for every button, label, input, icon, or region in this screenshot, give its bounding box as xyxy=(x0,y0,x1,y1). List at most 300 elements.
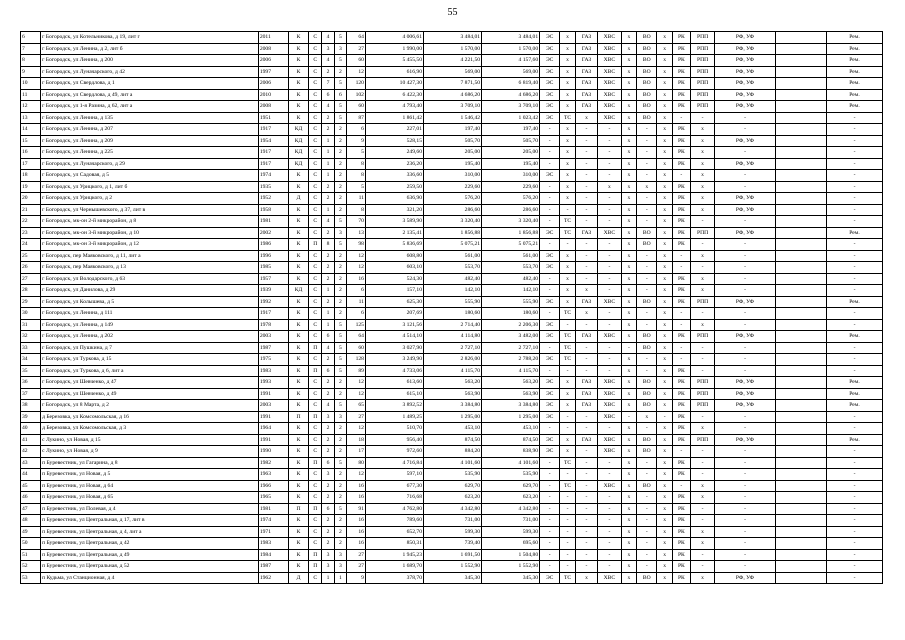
table-cell: п Буревестник, ул Центральная, д 17, лит в xyxy=(41,515,259,527)
table-cell: - xyxy=(598,239,621,251)
table-cell: РК xyxy=(672,434,690,446)
table-cell: г Богородск, ул Пушкина, д 7 xyxy=(41,342,259,354)
table-cell: - xyxy=(690,411,715,423)
table-cell: х xyxy=(657,112,673,124)
table-cell: 227,01 xyxy=(365,124,423,136)
table-cell: 4 xyxy=(322,342,334,354)
table-cell: х xyxy=(657,388,673,400)
table-cell: 14 xyxy=(21,124,41,136)
table-cell: 1971 xyxy=(258,526,288,538)
table-cell: 45 xyxy=(21,480,41,492)
table-cell: С xyxy=(309,515,322,527)
table-cell: 60 xyxy=(347,101,366,113)
table-cell: РПП xyxy=(690,388,715,400)
table-cell: 60 xyxy=(347,342,366,354)
table-cell: - xyxy=(637,285,657,297)
table-cell: РК xyxy=(672,147,690,159)
table-cell: 599,30 xyxy=(424,526,482,538)
table-cell: 197,40 xyxy=(482,124,540,136)
table-cell: - xyxy=(540,492,560,504)
table-cell: С xyxy=(309,480,322,492)
table-cell: 24 xyxy=(21,239,41,251)
table-cell: г Богородск, ул Шевченко, д 47 xyxy=(41,377,259,389)
table-cell xyxy=(775,549,826,561)
table-cell: 2 xyxy=(322,181,334,193)
table-row xyxy=(21,572,883,584)
table-cell: 4 115,70 xyxy=(424,365,482,377)
table-cell: 91 xyxy=(347,503,366,515)
table-cell: ЭС xyxy=(540,101,560,113)
table-cell: х xyxy=(657,331,673,343)
table-cell: 142,10 xyxy=(482,285,540,297)
table-cell: РФ, УФ xyxy=(715,204,775,216)
table-cell: 12 xyxy=(347,262,366,274)
table-cell: 2 xyxy=(322,296,334,308)
table-cell: ТС xyxy=(560,112,576,124)
table-cell: К xyxy=(288,354,308,366)
table-row xyxy=(21,365,883,377)
table-cell: - xyxy=(715,319,775,331)
table-cell: х xyxy=(657,319,673,331)
table-row xyxy=(21,66,883,78)
table-cell xyxy=(775,377,826,389)
table-row xyxy=(21,227,883,239)
table-cell: х xyxy=(621,193,637,205)
table-cell: П xyxy=(309,239,322,251)
table-cell: - xyxy=(575,561,597,573)
table-cell: С xyxy=(309,296,322,308)
table-cell: 1984 xyxy=(258,549,288,561)
table-cell: 1917 xyxy=(258,124,288,136)
table-cell: - xyxy=(690,239,715,251)
table-cell: - xyxy=(575,480,597,492)
table-cell: С xyxy=(309,181,322,193)
table-cell: 34 xyxy=(21,354,41,366)
table-cell: 482,40 xyxy=(424,273,482,285)
table-row xyxy=(21,331,883,343)
table-cell: 33 xyxy=(21,342,41,354)
table-cell: РК xyxy=(672,285,690,297)
table-cell: 52 xyxy=(21,561,41,573)
table-cell: 1975 xyxy=(258,354,288,366)
table-cell: К xyxy=(288,273,308,285)
table-cell: ВО xyxy=(637,112,657,124)
table-cell: 623,20 xyxy=(424,492,482,504)
table-cell: 8 xyxy=(347,170,366,182)
table-cell: С xyxy=(309,204,322,216)
table-cell: 31 xyxy=(21,319,41,331)
table-cell: 16 xyxy=(21,147,41,159)
table-cell: С xyxy=(309,423,322,435)
table-cell: С xyxy=(309,32,322,44)
table-cell: 2006 xyxy=(258,78,288,90)
table-cell: КД xyxy=(288,135,308,147)
table-cell: РК xyxy=(672,492,690,504)
table-cell: ГАЗ xyxy=(575,32,597,44)
table-cell: - xyxy=(575,515,597,527)
table-cell: ТС xyxy=(560,331,576,343)
table-cell: - xyxy=(672,262,690,274)
table-cell: - xyxy=(598,342,621,354)
table-cell: К xyxy=(288,457,308,469)
table-cell: - xyxy=(637,549,657,561)
table-cell: 695,60 xyxy=(482,538,540,550)
table-cell: п Буревестник, ул Новая, д 5 xyxy=(41,469,259,481)
table-cell: Рем. xyxy=(827,43,883,55)
table-cell: - xyxy=(637,147,657,159)
table-cell: х xyxy=(621,55,637,67)
table-cell: ГАЗ xyxy=(575,78,597,90)
table-cell: - xyxy=(575,158,597,170)
table-cell: 16 xyxy=(347,273,366,285)
table-cell: х xyxy=(657,124,673,136)
table-cell: РК xyxy=(672,239,690,251)
table-cell: 3 484,01 xyxy=(482,32,540,44)
table-cell: 65 xyxy=(347,400,366,412)
table-cell: РПП xyxy=(690,78,715,90)
table-cell: - xyxy=(598,365,621,377)
table-cell: 9 xyxy=(347,572,366,584)
table-cell: - xyxy=(540,216,560,228)
table-cell: 27 xyxy=(21,273,41,285)
table-cell: 2 xyxy=(322,354,334,366)
table-cell: х xyxy=(657,204,673,216)
table-cell: 453,10 xyxy=(424,423,482,435)
table-cell: ХВС xyxy=(598,112,621,124)
table-cell xyxy=(775,124,826,136)
table-row xyxy=(21,250,883,262)
table-cell: 18 xyxy=(347,434,366,446)
table-cell: ВО xyxy=(637,446,657,458)
table-cell: ВО xyxy=(637,227,657,239)
table-cell: х xyxy=(560,388,576,400)
table-cell: - xyxy=(637,469,657,481)
table-row xyxy=(21,55,883,67)
table-cell: 2002 xyxy=(258,227,288,239)
table-cell: 2 xyxy=(322,273,334,285)
table-cell: ГАЗ xyxy=(575,55,597,67)
table-cell: 2 xyxy=(322,112,334,124)
table-cell: 524,30 xyxy=(365,273,423,285)
table-cell: РПП xyxy=(690,296,715,308)
table-cell: - xyxy=(827,342,883,354)
table-cell: 17 xyxy=(347,446,366,458)
table-cell: - xyxy=(540,342,560,354)
table-cell: 5 xyxy=(334,331,346,343)
table-cell: 4 793,40 xyxy=(365,101,423,113)
table-cell: х xyxy=(560,55,576,67)
table-row xyxy=(21,78,883,90)
table-cell: 5 xyxy=(334,32,346,44)
table-cell: - xyxy=(540,526,560,538)
table-cell: 3 xyxy=(334,227,346,239)
table-cell: х xyxy=(657,193,673,205)
table-cell: 4 342,80 xyxy=(424,503,482,515)
table-cell: С xyxy=(309,158,322,170)
table-cell: - xyxy=(598,503,621,515)
table-cell: 27 xyxy=(347,411,366,423)
table-cell: 3 384,80 xyxy=(424,400,482,412)
table-cell: ВО xyxy=(637,55,657,67)
table-cell: - xyxy=(598,492,621,504)
table-cell: - xyxy=(715,239,775,251)
table-cell: х xyxy=(657,55,673,67)
table-cell: 838,90 xyxy=(482,446,540,458)
table-cell: 321,20 xyxy=(365,204,423,216)
table-cell: 1992 xyxy=(258,296,288,308)
table-cell: К xyxy=(288,170,308,182)
table-cell: С xyxy=(309,469,322,481)
table-cell: 1 xyxy=(322,285,334,297)
table-cell: - xyxy=(540,273,560,285)
table-cell: РФ, УФ xyxy=(715,193,775,205)
table-cell: 23 xyxy=(21,227,41,239)
table-cell: 2 xyxy=(334,492,346,504)
table-cell: х xyxy=(621,285,637,297)
table-row xyxy=(21,342,883,354)
table-cell: 5 xyxy=(334,342,346,354)
table-cell: х xyxy=(657,181,673,193)
table-cell xyxy=(775,296,826,308)
table-cell: - xyxy=(827,181,883,193)
table-cell: - xyxy=(637,365,657,377)
table-cell: х xyxy=(621,446,637,458)
table-cell: 125 xyxy=(347,319,366,331)
housing-registry-table xyxy=(20,31,883,584)
table-cell: 3 482,00 xyxy=(482,331,540,343)
table-cell: К xyxy=(288,549,308,561)
table-cell: х xyxy=(560,32,576,44)
table-cell: 5 xyxy=(334,55,346,67)
table-cell: - xyxy=(637,319,657,331)
table-cell: - xyxy=(827,480,883,492)
table-cell: - xyxy=(540,538,560,550)
table-cell: ЭС xyxy=(540,78,560,90)
table-cell: РПП xyxy=(690,89,715,101)
table-cell: 5 075,21 xyxy=(424,239,482,251)
table-cell: С xyxy=(309,170,322,182)
table-cell: г Богородск, ул Туркова, д 15 xyxy=(41,354,259,366)
table-cell: К xyxy=(288,423,308,435)
table-cell: РК xyxy=(672,457,690,469)
table-cell: - xyxy=(827,503,883,515)
table-cell: С xyxy=(309,377,322,389)
table-cell: РК xyxy=(672,135,690,147)
table-cell: - xyxy=(598,526,621,538)
table-cell: - xyxy=(575,423,597,435)
table-cell xyxy=(775,262,826,274)
table-cell: - xyxy=(560,365,576,377)
table-cell: - xyxy=(690,515,715,527)
table-cell: ТС xyxy=(560,457,576,469)
table-cell: - xyxy=(637,423,657,435)
table-cell: 6 xyxy=(322,365,334,377)
table-cell: Рем. xyxy=(827,227,883,239)
table-cell: РК xyxy=(672,101,690,113)
table-cell: х xyxy=(657,515,673,527)
table-cell: - xyxy=(827,423,883,435)
table-cell: ЭС xyxy=(540,434,560,446)
table-cell: Рем. xyxy=(827,377,883,389)
table-cell: х xyxy=(621,124,637,136)
table-cell: 4 xyxy=(322,55,334,67)
table-cell: х xyxy=(657,549,673,561)
table-cell: г Богородск, ул Данилова, д 29 xyxy=(41,285,259,297)
table-cell: 1917 xyxy=(258,308,288,320)
table-cell: х xyxy=(657,170,673,182)
table-cell: К xyxy=(288,515,308,527)
table-cell: 623,20 xyxy=(482,492,540,504)
table-cell: 2 xyxy=(334,135,346,147)
table-cell: - xyxy=(715,354,775,366)
table-cell: г Богородск, ул Урицкого, д 2 xyxy=(41,193,259,205)
table-cell: К xyxy=(288,66,308,78)
table-cell: ВО xyxy=(637,32,657,44)
table-cell xyxy=(775,55,826,67)
table-cell: 1 xyxy=(322,135,334,147)
table-cell: - xyxy=(715,503,775,515)
table-cell: ВО xyxy=(637,78,657,90)
table-cell: РФ, УФ xyxy=(715,400,775,412)
table-cell: г Богородск, пер Маяковского, д 11, лит а xyxy=(41,250,259,262)
table-cell xyxy=(775,273,826,285)
table-cell: С xyxy=(309,273,322,285)
table-cell: х xyxy=(560,170,576,182)
table-row xyxy=(21,319,883,331)
table-cell: 625,30 xyxy=(365,296,423,308)
table-cell: п Буревестник, ул Новая, д 65 xyxy=(41,492,259,504)
table-cell: 22 xyxy=(21,216,41,228)
table-cell: - xyxy=(598,285,621,297)
table-cell: - xyxy=(637,308,657,320)
table-cell: ТС xyxy=(560,216,576,228)
table-cell: 37 xyxy=(21,388,41,400)
table-cell: 44 xyxy=(21,469,41,481)
table-cell: 1 990,00 xyxy=(365,43,423,55)
table-cell: 2 xyxy=(334,285,346,297)
table-cell: 35 xyxy=(21,365,41,377)
table-cell: - xyxy=(540,308,560,320)
table-cell: ТС xyxy=(560,227,576,239)
table-cell: С xyxy=(309,388,322,400)
table-cell: РФ, УФ xyxy=(715,388,775,400)
table-cell: х xyxy=(657,423,673,435)
table-cell: 482,40 xyxy=(482,273,540,285)
table-cell: х xyxy=(657,285,673,297)
table-cell: п Буревестник, ул Центральная, д 52 xyxy=(41,561,259,573)
table-cell: - xyxy=(690,342,715,354)
table-cell: - xyxy=(540,561,560,573)
table-cell: - xyxy=(575,124,597,136)
table-cell: ВО xyxy=(637,377,657,389)
table-cell: г Богородск, пер Маяковского, д 13 xyxy=(41,262,259,274)
table-cell: С xyxy=(309,124,322,136)
table-cell: г Богородск, ул Урицкого, д 1, лит б xyxy=(41,181,259,193)
table-cell: 2 xyxy=(322,538,334,550)
table-cell: ЭС xyxy=(540,250,560,262)
table-cell: РПП xyxy=(690,32,715,44)
table-cell: - xyxy=(540,158,560,170)
table-cell: г Богородск, ул Ленина, д 209 xyxy=(41,135,259,147)
table-cell: г Богородск, ул Ленина, д 225 xyxy=(41,147,259,159)
table-cell: п Буревестник, ул Новая, д 64 xyxy=(41,480,259,492)
table-cell: 569,00 xyxy=(424,66,482,78)
table-row xyxy=(21,89,883,101)
table-cell: ГАЗ xyxy=(575,101,597,113)
table-cell: - xyxy=(560,492,576,504)
table-cell: х xyxy=(621,549,637,561)
table-cell: с Лукино, ул Новая, д 9 xyxy=(41,446,259,458)
table-cell: - xyxy=(715,492,775,504)
table-cell: 616,90 xyxy=(365,66,423,78)
table-cell: 1 570,00 xyxy=(424,43,482,55)
table-cell: - xyxy=(690,549,715,561)
table-cell: 2 xyxy=(334,434,346,446)
table-cell: - xyxy=(598,124,621,136)
table-cell: 597,10 xyxy=(365,469,423,481)
table-cell xyxy=(775,411,826,423)
table-row xyxy=(21,469,883,481)
table-cell: х xyxy=(690,526,715,538)
table-cell: - xyxy=(715,285,775,297)
table-cell: х xyxy=(657,526,673,538)
table-cell: 6 xyxy=(347,308,366,320)
table-cell: 1987 xyxy=(258,342,288,354)
table-row xyxy=(21,112,883,124)
table-cell: 5 xyxy=(334,503,346,515)
table-cell xyxy=(775,135,826,147)
table-cell: х xyxy=(690,147,715,159)
table-cell: х xyxy=(657,158,673,170)
table-cell: 615,10 xyxy=(365,388,423,400)
table-cell: 120 xyxy=(347,78,366,90)
table-cell: - xyxy=(560,515,576,527)
table-cell: - xyxy=(637,158,657,170)
table-cell: 3 xyxy=(334,411,346,423)
table-cell: х xyxy=(621,227,637,239)
table-cell: 3 xyxy=(322,469,334,481)
table-cell: 3 121,56 xyxy=(365,319,423,331)
table-cell: х xyxy=(621,181,637,193)
table-cell: - xyxy=(690,457,715,469)
table-cell: - xyxy=(672,354,690,366)
table-cell: - xyxy=(598,158,621,170)
table-cell: - xyxy=(560,319,576,331)
table-cell: 2 xyxy=(334,250,346,262)
table-cell xyxy=(775,285,826,297)
table-cell: П xyxy=(309,457,322,469)
table-cell: 18 xyxy=(21,170,41,182)
table-cell: - xyxy=(827,515,883,527)
table-cell: 5 xyxy=(334,400,346,412)
table-cell: 64 xyxy=(347,32,366,44)
table-cell: 286,60 xyxy=(482,204,540,216)
table-cell: х xyxy=(657,492,673,504)
table-row xyxy=(21,515,883,527)
table-cell: 956,40 xyxy=(365,434,423,446)
table-cell: Рем. xyxy=(827,296,883,308)
table-cell: ГАЗ xyxy=(575,43,597,55)
table-cell: 6 422,30 xyxy=(365,89,423,101)
table-cell: С xyxy=(309,354,322,366)
table-cell: К xyxy=(288,181,308,193)
table-cell: ГАЗ xyxy=(575,377,597,389)
table-cell: - xyxy=(827,216,883,228)
table-cell: 2 xyxy=(334,181,346,193)
table-cell: - xyxy=(560,469,576,481)
table-row xyxy=(21,503,883,515)
table-cell: - xyxy=(598,250,621,262)
